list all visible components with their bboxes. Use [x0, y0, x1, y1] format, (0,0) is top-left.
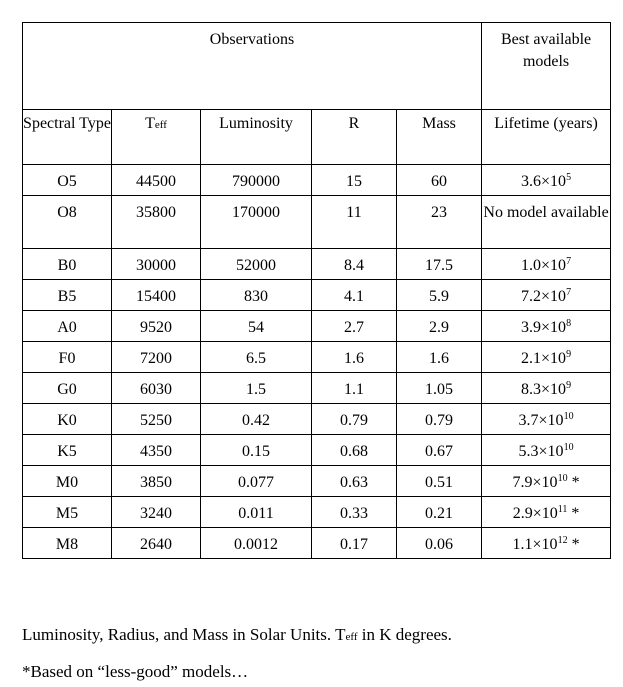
lifetime-mantissa: 3.9×10	[521, 319, 567, 336]
lifetime-exponent: 10	[557, 473, 568, 484]
lifetime-exponent: 10	[563, 411, 574, 422]
cell-teff: 44500	[112, 165, 201, 196]
cell-mass: 5.9	[397, 280, 482, 311]
lifetime-asterisk: *	[567, 536, 580, 553]
table-row	[23, 165, 611, 196]
cell-spectral-type: M5	[23, 497, 112, 528]
cell-luminosity: 170000	[201, 196, 312, 249]
cell-radius: 15	[312, 165, 397, 196]
table-row	[23, 373, 611, 404]
lifetime-exponent: 12	[557, 535, 568, 546]
cell-lifetime	[482, 497, 611, 528]
cell-spectral-type: A0	[23, 311, 112, 342]
table-row	[23, 435, 611, 466]
units-note-pre: Luminosity, Radius, and Mass in Solar Units. T	[22, 625, 346, 644]
cell-mass: 2.9	[397, 311, 482, 342]
units-note-post: in K degrees.	[357, 625, 452, 644]
lifetime-mantissa: 1.0×10	[521, 257, 567, 274]
col-teff-sub: eff	[154, 119, 167, 131]
cell-lifetime	[482, 280, 611, 311]
table-row	[23, 311, 611, 342]
lifetime-mantissa: 7.9×10	[512, 474, 558, 491]
cell-spectral-type: B0	[23, 249, 112, 280]
cell-teff: 30000	[112, 249, 201, 280]
lifetime-asterisk: *	[567, 505, 580, 522]
col-radius: R	[312, 110, 397, 165]
cell-luminosity: 1.5	[201, 373, 312, 404]
cell-teff: 35800	[112, 196, 201, 249]
cell-radius: 0.17	[312, 528, 397, 559]
cell-lifetime	[482, 435, 611, 466]
cell-radius: 0.79	[312, 404, 397, 435]
cell-teff: 2640	[112, 528, 201, 559]
cell-mass: 0.79	[397, 404, 482, 435]
units-note	[22, 625, 452, 645]
table-row	[23, 528, 611, 559]
cell-luminosity: 0.011	[201, 497, 312, 528]
lifetime-asterisk: *	[567, 474, 580, 491]
stellar-properties-document	[22, 22, 610, 559]
cell-mass: 1.05	[397, 373, 482, 404]
cell-radius: 2.7	[312, 311, 397, 342]
lifetime-exponent: 11	[557, 504, 568, 515]
cell-teff: 4350	[112, 435, 201, 466]
lifetime-mantissa: 2.9×10	[512, 505, 558, 522]
cell-luminosity: 52000	[201, 249, 312, 280]
group-header-row	[23, 23, 611, 110]
cell-teff: 7200	[112, 342, 201, 373]
lifetime-exponent: 7	[566, 287, 572, 298]
col-luminosity: Luminosity	[201, 110, 312, 165]
lifetime-exponent: 8	[566, 318, 572, 329]
cell-spectral-type: M8	[23, 528, 112, 559]
cell-luminosity: 54	[201, 311, 312, 342]
cell-teff: 5250	[112, 404, 201, 435]
cell-luminosity: 0.0012	[201, 528, 312, 559]
cell-radius: 1.6	[312, 342, 397, 373]
table-row	[23, 280, 611, 311]
lifetime-exponent: 9	[566, 380, 572, 391]
cell-spectral-type: M0	[23, 466, 112, 497]
cell-teff: 3850	[112, 466, 201, 497]
lifetime-exponent: 9	[566, 349, 572, 360]
col-spectral-type: Spectral Type	[23, 110, 112, 165]
cell-radius: 0.68	[312, 435, 397, 466]
lifetime-exponent: 5	[566, 172, 572, 183]
cell-lifetime	[482, 196, 611, 249]
cell-lifetime	[482, 466, 611, 497]
footnote: *Based on “less-good” models…	[22, 662, 249, 681]
cell-spectral-type: G0	[23, 373, 112, 404]
cell-mass: 0.67	[397, 435, 482, 466]
cell-mass: 0.51	[397, 466, 482, 497]
cell-radius: 11	[312, 196, 397, 249]
units-note-sub: eff	[345, 631, 358, 643]
col-lifetime: Lifetime (years)	[482, 110, 611, 165]
cell-luminosity: 830	[201, 280, 312, 311]
table-row	[23, 404, 611, 435]
lifetime-mantissa: 8.3×10	[521, 381, 567, 398]
cell-lifetime	[482, 311, 611, 342]
lifetime-mantissa: 5.3×10	[518, 443, 564, 460]
lifetime-mantissa: 1.1×10	[512, 536, 558, 553]
cell-lifetime	[482, 404, 611, 435]
cell-spectral-type: O8	[23, 196, 112, 249]
cell-lifetime	[482, 528, 611, 559]
cell-mass: 17.5	[397, 249, 482, 280]
lifetime-mantissa: 7.2×10	[521, 288, 567, 305]
col-teff-main: T	[145, 115, 155, 132]
cell-mass: 60	[397, 165, 482, 196]
cell-luminosity: 0.077	[201, 466, 312, 497]
cell-spectral-type: O5	[23, 165, 112, 196]
best-models-header: Best available models	[482, 23, 611, 110]
cell-radius: 0.33	[312, 497, 397, 528]
cell-radius: 4.1	[312, 280, 397, 311]
cell-radius: 0.63	[312, 466, 397, 497]
cell-mass: 0.06	[397, 528, 482, 559]
cell-lifetime	[482, 373, 611, 404]
lifetime-exponent: 7	[566, 256, 572, 267]
lifetime-text: No model available	[483, 204, 609, 221]
cell-spectral-type: K0	[23, 404, 112, 435]
cell-radius: 1.1	[312, 373, 397, 404]
lifetime-mantissa: 2.1×10	[521, 350, 567, 367]
table-row	[23, 342, 611, 373]
table-row	[23, 466, 611, 497]
cell-spectral-type: B5	[23, 280, 112, 311]
cell-lifetime	[482, 342, 611, 373]
cell-luminosity: 0.42	[201, 404, 312, 435]
cell-spectral-type: F0	[23, 342, 112, 373]
col-mass: Mass	[397, 110, 482, 165]
cell-radius: 8.4	[312, 249, 397, 280]
cell-teff: 6030	[112, 373, 201, 404]
table-row	[23, 196, 611, 249]
cell-mass: 0.21	[397, 497, 482, 528]
cell-teff: 3240	[112, 497, 201, 528]
column-header-row	[23, 110, 611, 165]
table-row	[23, 249, 611, 280]
col-teff	[112, 110, 201, 165]
cell-luminosity: 0.15	[201, 435, 312, 466]
cell-mass: 1.6	[397, 342, 482, 373]
cell-spectral-type: K5	[23, 435, 112, 466]
cell-lifetime	[482, 249, 611, 280]
cell-lifetime	[482, 165, 611, 196]
lifetime-mantissa: 3.7×10	[518, 412, 564, 429]
stellar-properties-table	[22, 22, 611, 559]
cell-luminosity: 6.5	[201, 342, 312, 373]
cell-teff: 15400	[112, 280, 201, 311]
cell-luminosity: 790000	[201, 165, 312, 196]
table-row	[23, 497, 611, 528]
lifetime-mantissa: 3.6×10	[521, 173, 567, 190]
cell-mass: 23	[397, 196, 482, 249]
cell-teff: 9520	[112, 311, 201, 342]
lifetime-exponent: 10	[563, 442, 574, 453]
observations-header: Observations	[23, 23, 482, 110]
